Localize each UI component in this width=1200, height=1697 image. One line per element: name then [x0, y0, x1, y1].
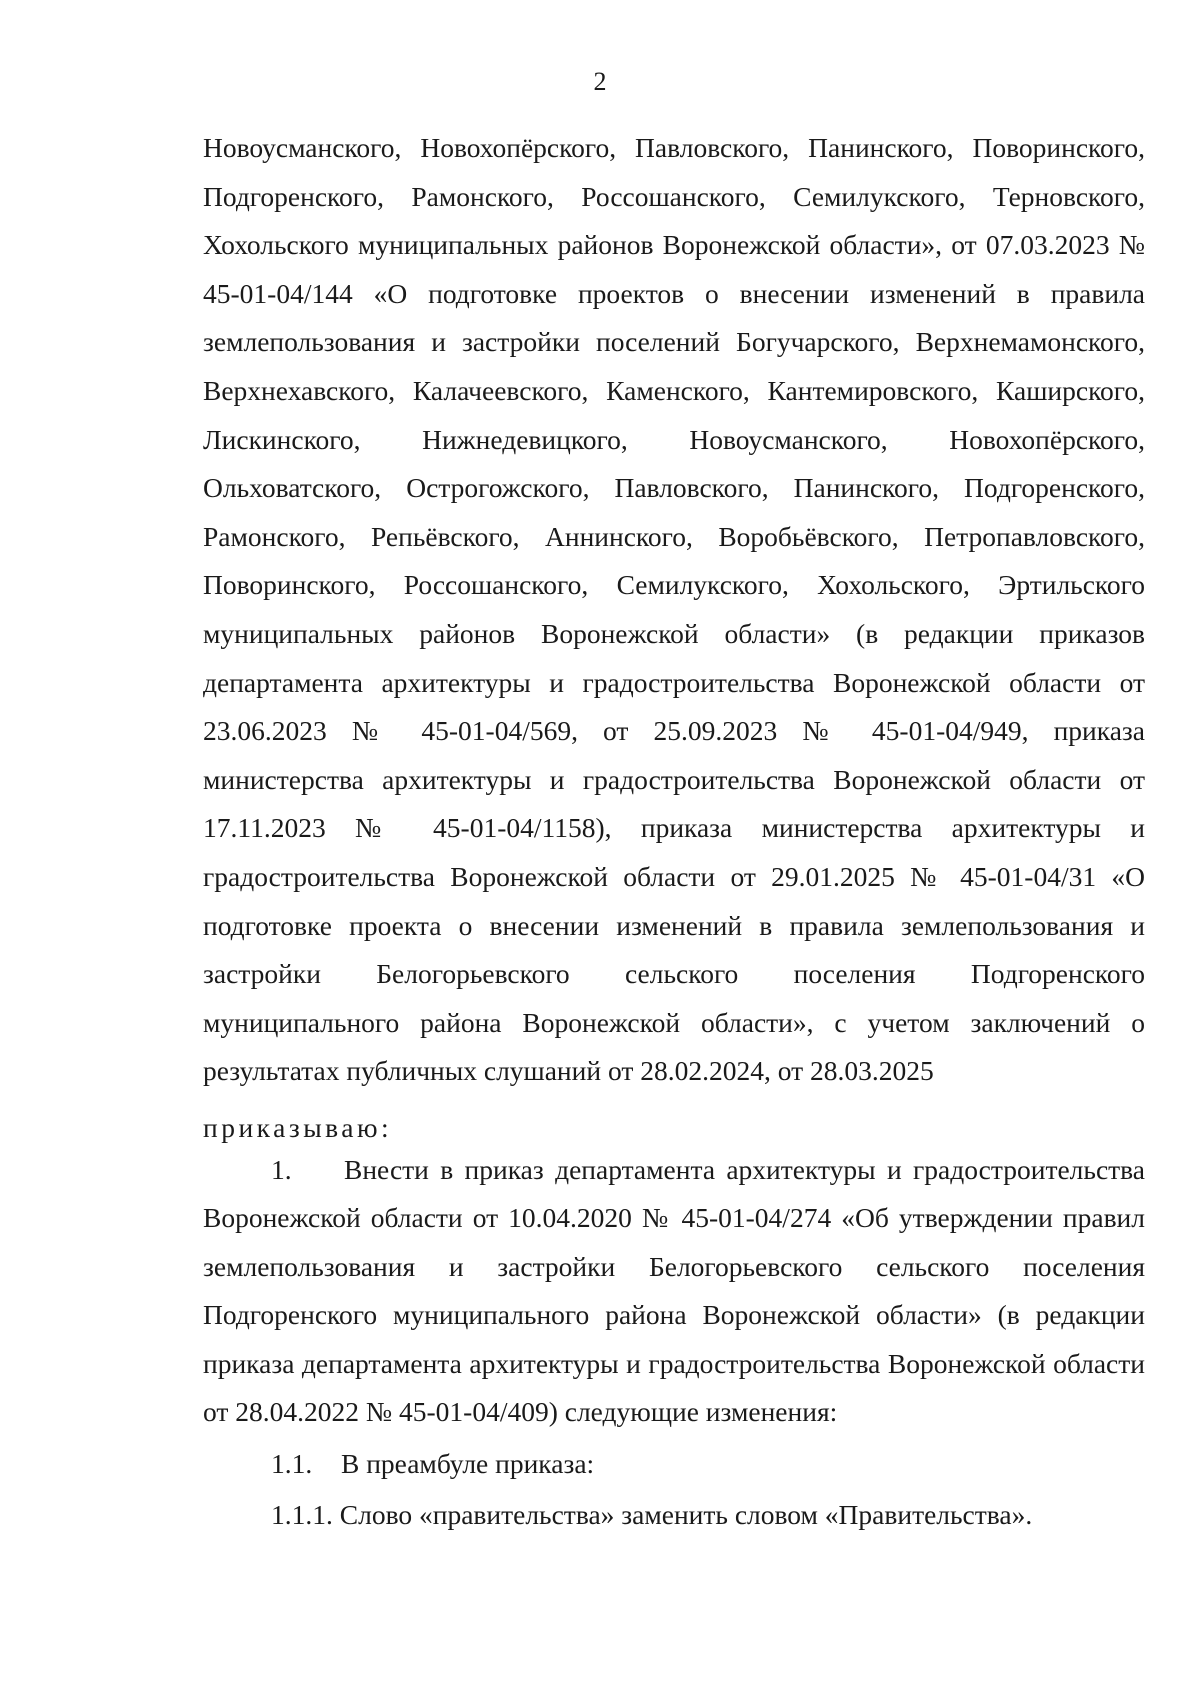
- item-1-1-number: 1.1.: [271, 1448, 313, 1479]
- item-1-text: Внести в приказ департамента архитектуры и градостроительства Воронежской области от 10.04.2020 № 45-01-04/274 «Об утверждении правил землепользования и застройки Белогорьевского сельского поселения Подгоренского муниципального района Воронежской области» (в редакции приказа департамента архитектуры и градостроительства Воронежской области от 28.04.2022 № 45-01-04/409) следующие изменения:: [203, 1154, 1145, 1428]
- intro-paragraph: Новоусманского, Новохопёрского, Павловского, Панинского, Поворинского, Подгоренского, Рамонского, Россошанского, Семилукского, Терновского, Хохольского муниципальных районов Воронежской области», от 07.03.2023 № 45-01-04/144 «О подготовке проектов о внесении изменений в правила землепользования и застройки поселений Богучарского, Верхнемамонского, Верхнехавского, Калачеевского, Каменского, Кантемировского, Каширского, Лискинского, Нижнедевицкого, Новоусманского, Новохопёрского, Ольховатского, Острогожского, Павловского, Панинского, Подгоренского, Рамонского, Репьёвского, Аннинского, Воробьёвского, Петропавловского, Поворинского, Россошанского, Семилукского, Хохольского, Эртильского муниципальных районов Воронежской области» (в редакции приказов департамента архитектуры и градостроительства Воронежской области от 23.06.2023 № 45-01-04/569, от 25.09.2023 № 45-01-04/949, приказа министерства архитектуры и градостроительства Воронежской области от 17.11.2023 № 45-01-04/1158), приказа министерства архитектуры и градостроительства Воронежской области от 29.01.2025 № 45-01-04/31 «О подготовке проекта о внесении изменений в правила землепользования и застройки Белогорьевского сельского поселения Подгоренского муниципального района Воронежской области», с учетом заключений о результатах публичных слушаний от 28.02.2024, от 28.03.2025: [203, 132, 1145, 1087]
- item-1-1-1-number: 1.1.1.: [271, 1499, 333, 1530]
- item-1-1-1-text: Слово «правительства» заменить словом «Правительства».: [339, 1499, 1033, 1530]
- item-1-1-paragraph: [203, 1442, 1145, 1486]
- item-1-1-1-paragraph: [203, 1493, 1145, 1537]
- item-1-paragraph: [203, 1146, 1145, 1436]
- item-1-1-text: В преамбуле приказа:: [341, 1448, 595, 1479]
- item-1-number: 1.: [271, 1154, 292, 1185]
- page-number: 2: [593, 67, 607, 96]
- prikazyvayu-line: приказываю:: [203, 1112, 393, 1143]
